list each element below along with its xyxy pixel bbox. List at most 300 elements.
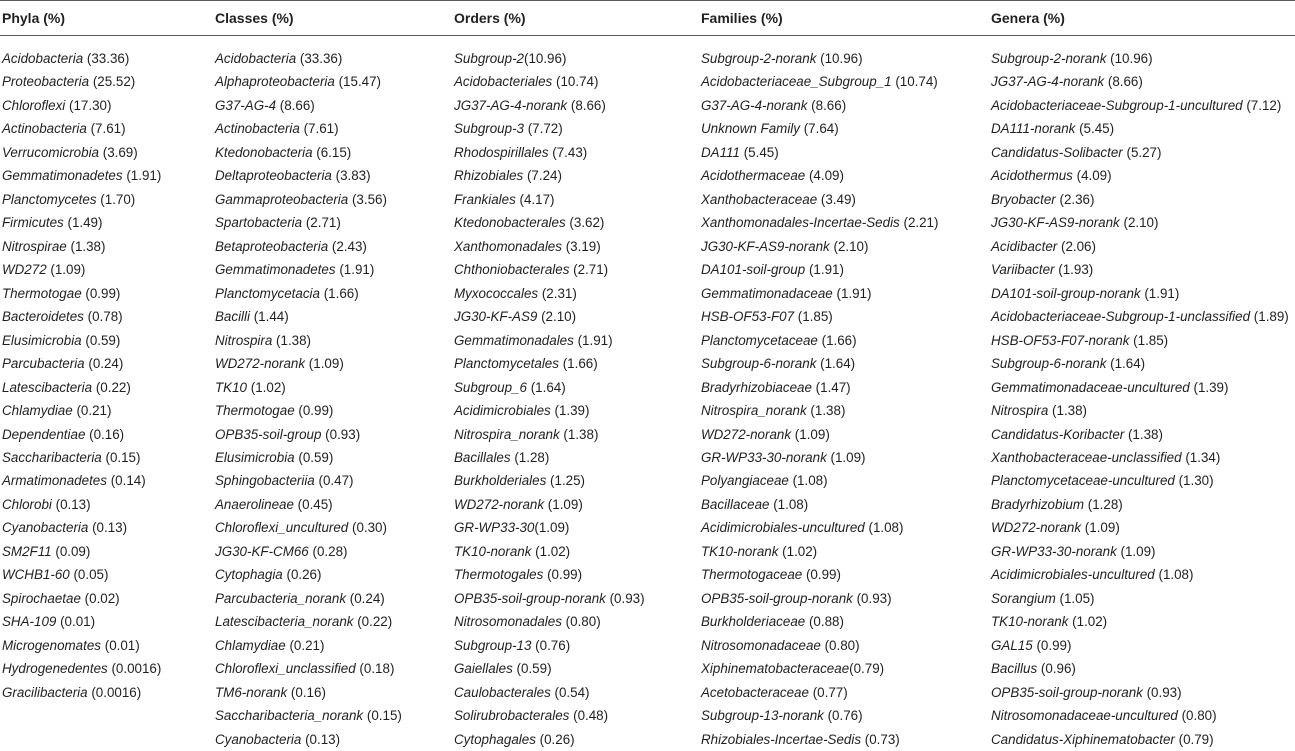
table-cell	[454, 70, 645, 93]
table-cell	[701, 329, 938, 352]
abundance-value: (0.48)	[573, 708, 609, 724]
taxon-name: Cytophagia	[215, 567, 283, 583]
abundance-value: (7.61)	[303, 121, 339, 137]
table-cell	[991, 587, 1289, 610]
table-cell	[454, 493, 645, 516]
taxon-name: Caulobacterales	[454, 684, 551, 700]
column-phyla	[2, 47, 161, 704]
taxon-name: Latescibacteria_norank	[215, 614, 354, 630]
table-cell	[2, 563, 161, 586]
taxon-name: Frankiales	[454, 191, 516, 207]
table-cell	[2, 681, 161, 704]
taxon-name: HSB-OF53-F07-norank	[991, 332, 1130, 348]
taxon-name: Rhizobiales-Incertae-Sedis	[701, 731, 862, 747]
table-cell	[215, 376, 402, 399]
abundance-value: (5.45)	[743, 144, 779, 160]
table-cell	[991, 188, 1289, 211]
taxon-name: Xanthomonadales	[454, 238, 562, 254]
taxon-name: Chlamydiae	[2, 403, 73, 419]
taxon-name: Burkholderiales	[454, 473, 547, 489]
abundance-value: (0.99)	[547, 567, 583, 583]
taxon-name: Acidimicrobiales-uncultured	[991, 567, 1155, 583]
abundance-value: (1.09)	[308, 356, 344, 372]
table-cell	[701, 728, 938, 751]
taxon-name: Acidobacteriaceae-Subgroup-1-unclassified	[991, 309, 1251, 325]
table-cell	[2, 587, 161, 610]
taxon-name: DA101-soil-group-norank	[991, 285, 1141, 301]
taxon-name: JG37-AG-4-norank	[991, 74, 1105, 90]
table-cell	[454, 329, 645, 352]
taxon-name: Armatimonadetes	[2, 473, 107, 489]
table-cell	[701, 423, 938, 446]
abundance-value: (1.38)	[70, 238, 106, 254]
abundance-value: (2.06)	[1060, 238, 1096, 254]
abundance-value: (1.09)	[547, 496, 583, 512]
header-orders: Orders (%)	[454, 10, 526, 26]
abundance-value: (5.27)	[1126, 144, 1162, 160]
abundance-value: (1.64)	[820, 356, 856, 372]
taxon-name: WD272-norank	[215, 356, 306, 372]
table-cell	[701, 70, 938, 93]
table-cell	[454, 704, 645, 727]
taxon-name: Verrucomicrobia	[2, 144, 99, 160]
table-cell	[454, 94, 645, 117]
table-cell	[991, 141, 1289, 164]
abundance-value: (0.80)	[565, 614, 601, 630]
abundance-value: (1.09)	[1120, 543, 1156, 559]
table-cell	[454, 610, 645, 633]
abundance-value: (0.99)	[805, 567, 841, 583]
table-cell	[454, 141, 645, 164]
abundance-value: (1.66)	[821, 332, 857, 348]
abundance-value: (1.38)	[276, 332, 312, 348]
abundance-value: (1.38)	[1127, 426, 1163, 442]
taxon-name: Subgroup-13-norank	[701, 708, 824, 724]
table-cell	[991, 258, 1289, 281]
table-cell	[991, 94, 1289, 117]
taxon-name: Parcubacteria_norank	[215, 590, 347, 606]
taxon-name: Hydrogenedentes	[2, 661, 108, 677]
table-cell	[991, 563, 1289, 586]
table-cell	[991, 235, 1289, 258]
table-cell	[215, 352, 402, 375]
table-cell	[454, 258, 645, 281]
table-cell	[991, 704, 1289, 727]
abundance-value: (0.54)	[554, 684, 590, 700]
abundance-value: (1.28)	[514, 449, 550, 465]
abundance-value: (33.36)	[86, 51, 130, 66]
abundance-value: (1.09)	[50, 262, 86, 278]
taxon-name: Acidobacteriales	[454, 74, 553, 90]
table-cell	[454, 563, 645, 586]
table-cell	[215, 516, 402, 539]
table-cell	[215, 704, 402, 727]
abundance-value: (1.09)	[1084, 520, 1120, 536]
taxon-name: WD272-norank	[991, 520, 1082, 536]
abundance-value: (6.15)	[316, 144, 352, 160]
abundance-value: (0.80)	[1181, 708, 1217, 724]
abundance-value: (1.91)	[577, 332, 613, 348]
taxon-name: Xanthobacteraceae-unclassified	[991, 449, 1182, 465]
table-cell	[991, 352, 1289, 375]
taxon-name: SM2F11	[2, 543, 52, 559]
taxon-name: JG30-KF-AS9-norank	[701, 238, 830, 254]
taxon-name: Bacillaceae	[701, 496, 770, 512]
abundance-value: (1.38)	[1052, 403, 1088, 419]
taxon-name: Nitrospira_norank	[701, 403, 807, 419]
taxon-name: TK10-norank	[454, 543, 532, 559]
table-cell	[2, 540, 161, 563]
taxon-name: Chloroflexi	[2, 97, 66, 113]
table-cell	[215, 540, 402, 563]
table-cell	[991, 117, 1289, 140]
taxon-name: Cyanobacteria	[2, 520, 89, 536]
abundance-value: (1.09)	[794, 426, 830, 442]
taxon-name: GR-WP33-30-norank	[701, 449, 827, 465]
table-cell	[215, 305, 402, 328]
table-cell	[2, 211, 161, 234]
abundance-value: (1.39)	[1193, 379, 1229, 395]
table-cell	[2, 446, 161, 469]
table-cell	[454, 516, 645, 539]
abundance-value: (0.96)	[1040, 661, 1076, 677]
abundance-value: (0.93)	[609, 590, 645, 606]
taxon-name: Subgroup-6-norank	[991, 356, 1107, 372]
taxon-name: Xanthobacteraceae	[701, 191, 818, 207]
abundance-value: (0.13)	[92, 520, 128, 536]
taxon-name: Microgenomates	[2, 637, 101, 653]
header-genera: Genera (%)	[991, 10, 1065, 26]
abundance-value: (1.64)	[1110, 356, 1146, 372]
table-cell	[991, 305, 1289, 328]
taxon-name: TK10-norank	[991, 614, 1069, 630]
table-cell	[2, 376, 161, 399]
taxon-name: Bradyrhizobium	[991, 496, 1085, 512]
table-cell	[454, 657, 645, 680]
taxon-name: Burkholderiaceae	[701, 614, 806, 630]
taxon-name: WD272-norank	[454, 496, 545, 512]
table-cell	[454, 587, 645, 610]
table-cell	[454, 423, 645, 446]
table-cell	[701, 188, 938, 211]
abundance-value: (1.85)	[797, 309, 833, 325]
taxon-name: Firmicutes	[2, 215, 64, 231]
abundance-value: (1.91)	[339, 262, 375, 278]
abundance-value: (17.30)	[69, 97, 112, 113]
taxon-name: Acidobacteria	[2, 51, 84, 66]
table-cell	[215, 329, 402, 352]
table-cell	[454, 282, 645, 305]
table-cell	[454, 235, 645, 258]
abundance-value: (33.36)	[299, 51, 343, 66]
table-cell	[215, 211, 402, 234]
abundance-value: (0.18)	[359, 661, 395, 677]
abundance-value: (1.89)	[1253, 309, 1289, 325]
table-cell	[991, 47, 1289, 70]
taxon-name: Acidimicrobiales-uncultured	[701, 520, 865, 536]
taxon-name: Chthoniobacterales	[454, 262, 570, 278]
taxon-name: Thermotogae	[2, 285, 82, 301]
abundance-value: (3.62)	[569, 215, 605, 231]
abundance-value: (8.66)	[811, 97, 847, 113]
taxon-name: Subgroup-2	[454, 51, 524, 66]
table-cell	[991, 657, 1289, 680]
table-cell	[2, 610, 161, 633]
taxon-name: Chloroflexi_uncultured	[215, 520, 349, 536]
taxon-name: GR-WP33-30-norank	[991, 543, 1117, 559]
taxon-name: Candidatus-Koribacter	[991, 426, 1125, 442]
abundance-value: (0.24)	[349, 590, 385, 606]
table-cell	[991, 329, 1289, 352]
column-families	[701, 47, 938, 751]
column-genera	[991, 47, 1289, 751]
abundance-value: (0.21)	[76, 403, 112, 419]
table-cell	[454, 376, 645, 399]
header-phyla: Phyla (%)	[2, 10, 66, 26]
taxon-name: Proteobacteria	[2, 74, 90, 90]
table-cell	[991, 423, 1289, 446]
table-cell	[701, 587, 938, 610]
abundance-value: (8.66)	[279, 97, 315, 113]
table-cell	[991, 376, 1289, 399]
abundance-value: (0.45)	[297, 496, 333, 512]
abundance-value: (2.43)	[331, 238, 367, 254]
table-cell	[701, 540, 938, 563]
abundance-value: (0.88)	[808, 614, 844, 630]
table-cell	[454, 446, 645, 469]
abundance-value: (0.15)	[105, 449, 141, 465]
abundance-value: (1.08)	[792, 473, 828, 489]
table-cell	[701, 282, 938, 305]
table-cell	[701, 47, 938, 70]
table-cell	[2, 235, 161, 258]
table-cell	[701, 94, 938, 117]
taxon-name: DA111	[701, 144, 740, 160]
taxon-name: Thermotogae	[215, 403, 295, 419]
abundance-value: (0.59)	[298, 449, 334, 465]
table-cell	[215, 282, 402, 305]
abundance-value: (0.93)	[1146, 684, 1182, 700]
table-cell	[2, 352, 161, 375]
abundance-value: (7.72)	[527, 121, 563, 137]
abundance-value: (0.26)	[286, 567, 322, 583]
abundance-value: (5.45)	[1079, 121, 1115, 137]
table-cell	[2, 469, 161, 492]
abundance-value: (1.47)	[815, 379, 851, 395]
abundance-value: (0.79)	[1178, 731, 1214, 747]
table-cell	[701, 634, 938, 657]
table-cell	[2, 493, 161, 516]
column-orders	[454, 47, 645, 751]
taxon-name: HSB-OF53-F07	[701, 309, 795, 325]
table-cell	[701, 211, 938, 234]
taxon-name: TK10	[215, 379, 248, 395]
taxon-name: Actinobacteria	[215, 121, 300, 137]
taxon-name: GR-WP33-30	[454, 520, 535, 536]
abundance-value: (0.16)	[290, 684, 326, 700]
taxon-name: Acidibacter	[991, 238, 1058, 254]
table-cell	[991, 681, 1289, 704]
taxon-name: Elusimicrobia	[2, 332, 82, 348]
abundance-value: (0.30)	[351, 520, 387, 536]
table-cell	[991, 282, 1289, 305]
table-cell	[215, 399, 402, 422]
taxon-name: Nitrosomonadales	[454, 614, 562, 630]
taxon-name: Bryobacter	[991, 191, 1056, 207]
abundance-value: (0.14)	[110, 473, 146, 489]
abundance-value: (1.93)	[1058, 262, 1094, 278]
abundance-value: (0.16)	[89, 426, 125, 442]
abundance-value: (0.79)	[849, 661, 885, 677]
taxon-name: Chlorobi	[2, 496, 52, 512]
taxon-name: Ktedonobacteria	[215, 144, 313, 160]
taxon-name: Candidatus-Xiphinematobacter	[991, 731, 1175, 747]
abundance-value: (1.08)	[773, 496, 809, 512]
table-cell	[215, 164, 402, 187]
table-cell	[701, 610, 938, 633]
table-cell	[215, 117, 402, 140]
table-cell	[215, 47, 402, 70]
abundance-value: (1.09)	[830, 449, 866, 465]
taxon-name: WCHB1-60	[2, 567, 70, 583]
abundance-value: (0.02)	[84, 590, 120, 606]
abundance-value: (7.12)	[1246, 97, 1282, 113]
abundance-value: (0.09)	[55, 543, 91, 559]
table-cell	[701, 141, 938, 164]
table-cell	[454, 399, 645, 422]
abundance-value: (3.56)	[351, 191, 387, 207]
abundance-value: (15.47)	[338, 74, 382, 90]
taxon-name: Actinobacteria	[2, 121, 87, 137]
taxon-name: Variibacter	[991, 262, 1055, 278]
taxon-name: Chlamydiae	[215, 637, 286, 653]
abundance-value: (10.74)	[556, 74, 599, 90]
taxon-name: Parcubacteria	[2, 356, 85, 372]
abundance-value: (1.91)	[126, 168, 162, 184]
abundance-value: (1.91)	[836, 285, 872, 301]
abundance-value: (1.30)	[1178, 473, 1214, 489]
abundance-value: (4.17)	[519, 191, 555, 207]
table-cell	[991, 469, 1289, 492]
table-cell	[454, 540, 645, 563]
taxon-name: Sorangium	[991, 590, 1056, 606]
taxon-name: Xanthomonadales-Incertae-Sedis	[701, 215, 900, 231]
taxon-name: Acidothermaceae	[701, 168, 806, 184]
taxon-name: Gemmatimonadales	[454, 332, 574, 348]
taxon-name: Gemmatimonadetes	[2, 168, 123, 184]
table-cell	[2, 634, 161, 657]
taxon-name: Unknown Family	[701, 121, 800, 137]
taxon-name: Thermotogales	[454, 567, 544, 583]
table-cell	[215, 141, 402, 164]
table-cell	[215, 587, 402, 610]
abundance-value: (1.02)	[250, 379, 286, 395]
table-header-row	[0, 0, 1295, 35]
abundance-value: (2.71)	[305, 215, 341, 231]
table-cell	[991, 446, 1289, 469]
abundance-value: (8.66)	[1107, 74, 1143, 90]
taxon-name: Gemmatimonadaceae-uncultured	[991, 379, 1190, 395]
taxon-name: Betaproteobacteria	[215, 238, 329, 254]
taxon-name: Subgroup-2-norank	[991, 51, 1107, 66]
abundance-value: (1.49)	[67, 215, 103, 231]
table-cell	[215, 728, 402, 751]
abundance-value: (3.49)	[820, 191, 856, 207]
header-classes: Classes (%)	[215, 10, 294, 26]
taxon-name: JG30-KF-AS9-norank	[991, 215, 1120, 231]
abundance-value: (0.73)	[864, 731, 900, 747]
table-cell	[454, 681, 645, 704]
abundance-value: (25.52)	[92, 74, 136, 90]
abundance-value: (1.02)	[782, 543, 818, 559]
abundance-value: (0.99)	[1036, 637, 1072, 653]
abundance-value: (4.09)	[808, 168, 844, 184]
abundance-value: (1.34)	[1185, 449, 1221, 465]
table-cell	[701, 681, 938, 704]
table-cell	[215, 446, 402, 469]
taxon-name: Gracilibacteria	[2, 684, 88, 700]
taxon-name: Acidobacteriaceae-Subgroup-1-uncultured	[991, 97, 1243, 113]
taxon-name: Bacillales	[454, 449, 511, 465]
taxon-name: Rhizobiales	[454, 168, 524, 184]
abundance-value: (0.47)	[318, 473, 354, 489]
taxon-name: Gammaproteobacteria	[215, 191, 349, 207]
taxon-name: Deltaproteobacteria	[215, 168, 332, 184]
abundance-value: (8.66)	[570, 97, 606, 113]
taxon-name: WD272	[2, 262, 47, 278]
taxon-name: Chloroflexi_unclassified	[215, 661, 356, 677]
abundance-value: (10.96)	[1110, 51, 1153, 66]
abundance-value: (7.24)	[526, 168, 562, 184]
taxon-name: Saccharibacteria	[2, 449, 102, 465]
taxon-name: Subgroup-13	[454, 637, 532, 653]
taxon-name: Subgroup-3	[454, 121, 524, 137]
taxon-name: Gemmatimonadaceae	[701, 285, 833, 301]
table-cell	[2, 70, 161, 93]
abundance-value: (0.78)	[87, 309, 123, 325]
abundance-value: (0.15)	[366, 708, 402, 724]
taxon-name: JG30-KF-CM66	[215, 543, 309, 559]
abundance-value: (0.76)	[535, 637, 571, 653]
abundance-value: (1.08)	[868, 520, 904, 536]
taxon-name: TK10-norank	[701, 543, 779, 559]
table-cell	[2, 329, 161, 352]
abundance-value: (0.01)	[104, 637, 140, 653]
taxon-name: Planctomycetales	[454, 356, 559, 372]
taxon-name: Nitrospira	[215, 332, 273, 348]
taxon-name: OPB35-soil-group-norank	[701, 590, 853, 606]
taxon-name: Gaiellales	[454, 661, 513, 677]
table-cell	[701, 516, 938, 539]
table-cell	[701, 446, 938, 469]
abundance-value: (0.26)	[539, 731, 575, 747]
taxon-name: Nitrosomonadaceae-uncultured	[991, 708, 1178, 724]
table-cell	[2, 94, 161, 117]
abundance-value: (4.09)	[1076, 168, 1112, 184]
taxon-name: Nitrospira_norank	[454, 426, 560, 442]
taxon-name: Cytophagales	[454, 731, 536, 747]
abundance-value: (0.77)	[812, 684, 848, 700]
taxon-name: G37-AG-4-norank	[701, 97, 808, 113]
abundance-value: (7.43)	[552, 144, 588, 160]
taxon-name: Subgroup-2-norank	[701, 51, 817, 66]
abundance-value: (1.91)	[1144, 285, 1180, 301]
table-cell	[454, 305, 645, 328]
table-cell	[991, 540, 1289, 563]
abundance-value: (7.64)	[803, 121, 839, 137]
table-cell	[454, 47, 645, 70]
taxon-name: JG37-AG-4-norank	[454, 97, 568, 113]
